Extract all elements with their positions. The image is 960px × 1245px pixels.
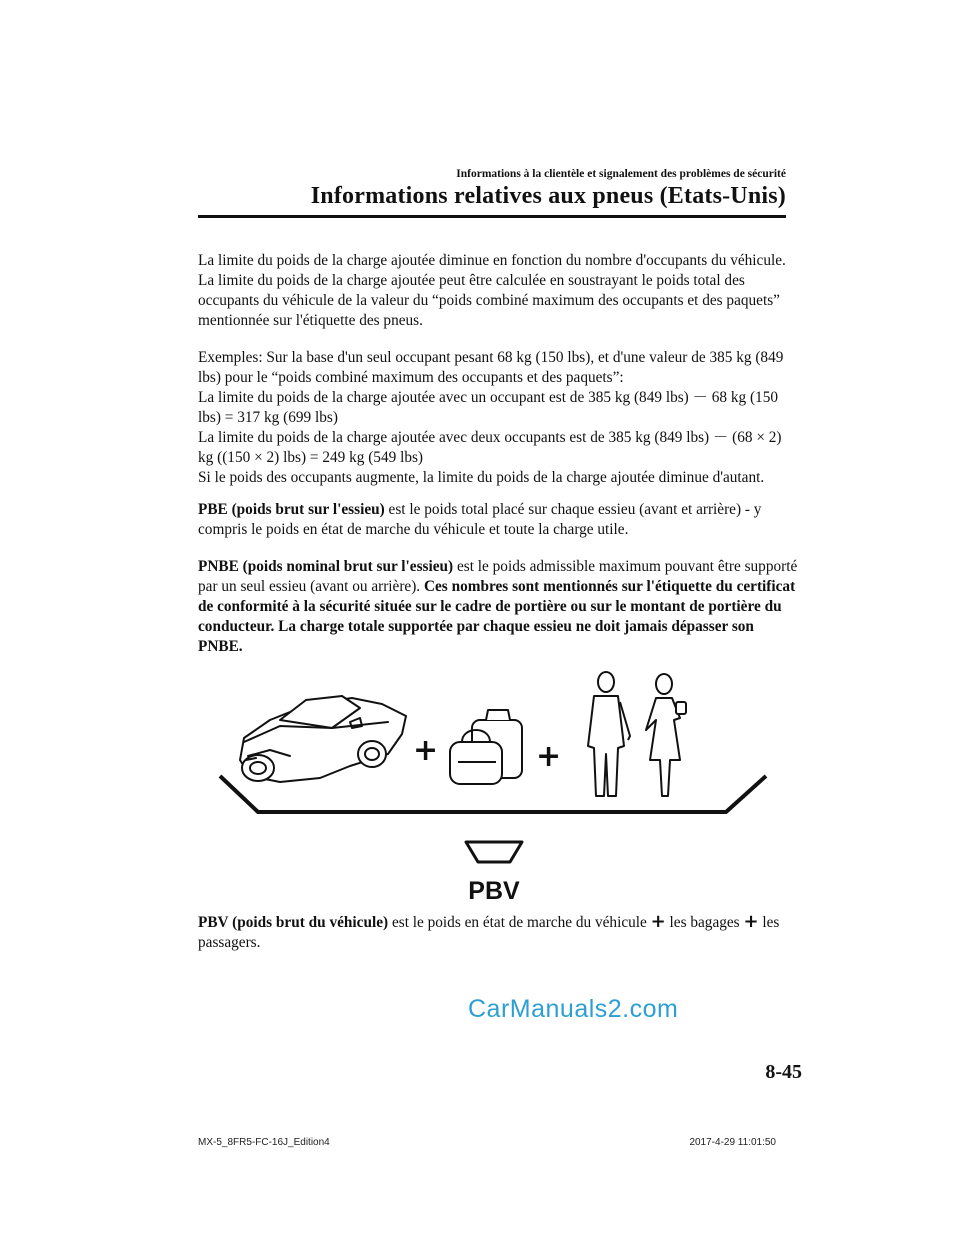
- paragraph-examples: [198, 348, 798, 488]
- section-label: Informations à la clientèle et signalement des problèmes de sécurité: [456, 168, 786, 180]
- caption-text: les bagages: [665, 914, 744, 931]
- figure-caption: [198, 912, 798, 953]
- gross-vehicle-weight-figure: [210, 668, 780, 900]
- passengers-illustration: [588, 672, 686, 796]
- caption-text: est le poids en état de marche du véhicule: [388, 914, 651, 931]
- page-title: Informations relatives aux pneus (Etats-Unis): [310, 183, 786, 209]
- arrow-down-icon: [466, 842, 522, 862]
- footer-timestamp: 2017-4-29 11:01:50: [689, 1137, 776, 1148]
- plus-symbol: +: [536, 739, 562, 774]
- pnbe-text: est le poids admissible maximum pouvant être supporté par un seul essieu (avant ou arrière).: [198, 558, 798, 595]
- caption-text: les passagers.: [198, 914, 780, 951]
- watermark: CarManuals2.com: [468, 995, 679, 1023]
- luggage-illustration: [450, 710, 522, 784]
- plus-icon: +: [650, 911, 666, 932]
- paragraph-occupant-limit: La limite du poids de la charge ajoutée diminue en fonction du nombre d'occupants du véhicule. La limite du poids de la charge ajoutée peut être calculée en soustrayant le poids total des occupants du véhicule de la valeur du “poids combiné maximum des occupants et des paquets” mentionnée sur l'étiquette des pneus.: [198, 252, 786, 329]
- paragraph-pnbe: [198, 557, 798, 657]
- pbe-text: est le poids total placé sur chaque essieu (avant et arrière) - y compris le poids en état de marche du véhicule et toute la charge utile.: [198, 501, 762, 538]
- pnbe-term: PNBE (poids nominal brut sur l'essieu): [198, 558, 454, 575]
- footer-document-id: MX-5_8FR5-FC-16J_Edition4: [198, 1137, 330, 1148]
- figure-label: PBV: [468, 877, 520, 900]
- title-rule: [198, 215, 786, 218]
- paragraph-pbe: [198, 500, 798, 540]
- example-line: Exemples: Sur la base d'un seul occupant pesant 68 kg (150 lbs), et d'une valeur de 385 kg (849 lbs) pour le “poids combiné maximum des occupants et des paquets”:: [198, 349, 784, 386]
- pbe-term: PBE (poids brut sur l'essieu): [198, 501, 385, 518]
- pnbe-warning: Ces nombres sont mentionnés sur l'étiquette du certificat de conformité à la sécurité située sur le cadre de portière ou sur le montant de portière du conducteur. La charge totale supportée par chaque essieu ne doit jamais dépasser son PNBE.: [198, 578, 796, 655]
- plus-symbol: +: [413, 733, 439, 768]
- page-number: 8-45: [765, 1061, 802, 1083]
- example-line: Si le poids des occupants augmente, la limite du poids de la charge ajoutée diminue d'autant.: [198, 469, 765, 486]
- example-line: La limite du poids de la charge ajoutée avec un occupant est de 385 kg (849 lbs) － 68 kg (150 lbs) = 317 kg (699 lbs): [198, 389, 778, 426]
- caption-term: PBV (poids brut du véhicule): [198, 914, 389, 931]
- car-illustration: [240, 696, 406, 782]
- example-line: La limite du poids de la charge ajoutée avec deux occupants est de 385 kg (849 lbs) － (68 × 2) kg ((150 × 2) lbs) = 249 kg (549 lbs): [198, 429, 782, 466]
- plus-icon: +: [743, 911, 759, 932]
